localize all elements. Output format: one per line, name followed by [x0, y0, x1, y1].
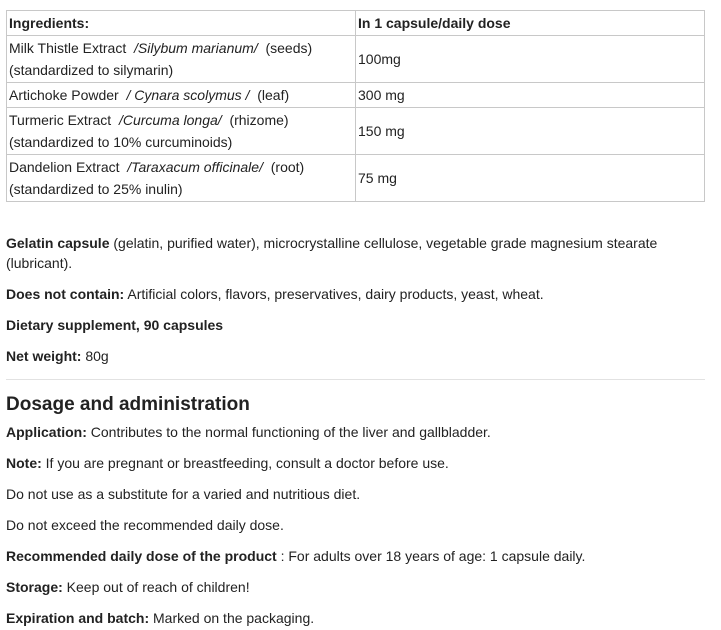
ingredient-latin: / Cynara scolymus /	[126, 87, 250, 103]
not-contain-label: Does not contain:	[6, 286, 125, 302]
ingredient-latin: /Silybum marianum/	[134, 40, 258, 56]
not-contain-paragraph	[6, 284, 705, 304]
ingredient-latin: /Taraxacum officinale/	[127, 159, 263, 175]
dose-cell: 300 mg	[356, 83, 705, 108]
ingredient-name: Dandelion Extract	[9, 159, 120, 175]
dose-cell: 150 mg	[356, 108, 705, 155]
expiration-paragraph	[6, 608, 705, 628]
recommended-text: : For adults over 18 years of age: 1 capsule daily.	[276, 548, 586, 564]
net-weight-paragraph	[6, 346, 705, 366]
ingredient-cell	[7, 83, 356, 108]
section-divider	[6, 379, 705, 380]
ingredient-note: (standardized to silymarin)	[9, 62, 174, 78]
table-header-row	[7, 11, 705, 36]
dosage-heading: Dosage and administration	[6, 394, 250, 415]
net-weight-text: 80g	[81, 348, 109, 364]
table-row	[7, 108, 705, 155]
recommended-paragraph	[6, 546, 705, 566]
storage-label: Storage:	[6, 579, 63, 595]
gelatin-label: Gelatin capsule	[6, 235, 110, 251]
dose-cell: 100mg	[356, 36, 705, 83]
ingredient-latin: /Curcuma longa/	[118, 112, 222, 128]
application-text: Contributes to the normal functioning of the liver and gallbladder.	[86, 424, 491, 440]
gelatin-text: (gelatin, purified water), microcrystalline cellulose, vegetable grade magnesium stearate (lubricant).	[6, 235, 658, 271]
ingredient-part: (rhizome)	[229, 112, 289, 128]
note-paragraph	[6, 453, 705, 473]
ingredient-part: (root)	[270, 159, 305, 175]
ingredient-note: (standardized to 25% inulin)	[9, 181, 183, 197]
ingredient-name: Milk Thistle Extract	[9, 40, 127, 56]
ingredient-name: Turmeric Extract	[9, 112, 112, 128]
dose-cell: 75 mg	[356, 155, 705, 202]
storage-paragraph	[6, 577, 705, 597]
not-contain-text: Artificial colors, flavors, preservatives, dairy products, yeast, wheat.	[124, 286, 544, 302]
storage-text: Keep out of reach of children!	[62, 579, 250, 595]
expiration-text: Marked on the packaging.	[149, 610, 315, 626]
note-label: Note:	[6, 455, 42, 471]
ingredients-table	[6, 10, 705, 202]
table-row	[7, 155, 705, 202]
ingredient-name: Artichoke Powder	[9, 87, 119, 103]
note-text: If you are pregnant or breastfeeding, consult a doctor before use.	[41, 455, 449, 471]
table-row	[7, 83, 705, 108]
exceed-paragraph: Do not exceed the recommended daily dose.	[6, 517, 284, 533]
product-info	[6, 10, 705, 628]
expiration-label: Expiration and batch:	[6, 610, 150, 626]
ingredient-cell	[7, 108, 356, 155]
ingredient-cell	[7, 155, 356, 202]
gelatin-paragraph	[6, 233, 705, 273]
ingredient-part: (seeds)	[265, 40, 313, 56]
supplement-paragraph: Dietary supplement, 90 capsules	[6, 317, 224, 333]
application-paragraph	[6, 422, 705, 442]
ingredients-header: Ingredients:	[7, 11, 356, 36]
application-label: Application:	[6, 424, 87, 440]
ingredient-part: (leaf)	[257, 87, 290, 103]
net-weight-label: Net weight:	[6, 348, 82, 364]
dose-header: In 1 capsule/daily dose	[356, 11, 705, 36]
substitute-paragraph: Do not use as a substitute for a varied and nutritious diet.	[6, 486, 361, 502]
ingredient-note: (standardized to 10% curcuminoids)	[9, 134, 233, 150]
table-row	[7, 36, 705, 83]
recommended-label: Recommended daily dose of the product	[6, 548, 277, 564]
ingredient-cell	[7, 36, 356, 83]
